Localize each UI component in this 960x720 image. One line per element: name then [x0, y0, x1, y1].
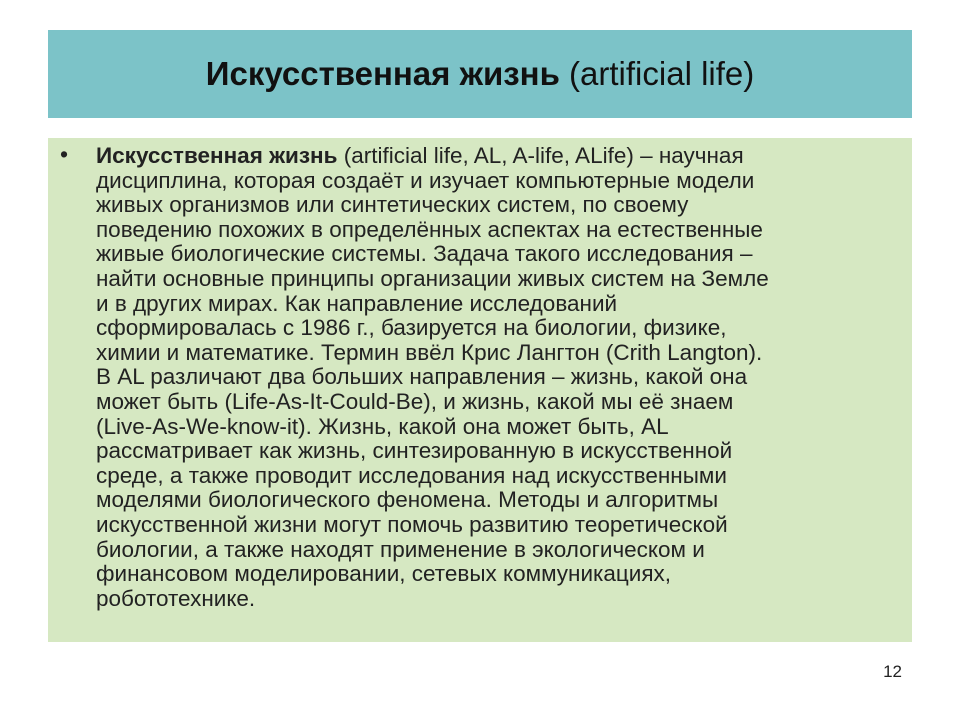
paragraph-line: рассматривает как жизнь, синтезированную в искусственной [96, 438, 733, 464]
paragraph-line: найти основные принципы организации живых систем на Земле [96, 265, 769, 291]
paragraph-line: моделями биологического феномена. Методы и алгоритмы [96, 487, 719, 513]
paragraph-line: искусственной жизни могут помочь развитию теоретической [96, 511, 728, 537]
paragraph-line: робототехнике. [96, 585, 256, 611]
paragraph-line: химии и математике. Термин ввёл Крис Лангтон (Crith Langton). [96, 339, 763, 365]
paragraph-line: может быть (Life-As-It-Could-Be), и жизнь, какой мы её знаем [96, 388, 734, 414]
definition-paragraph [96, 144, 900, 611]
slide-title-normal: (artificial life) [559, 55, 755, 92]
paragraph-line: дисциплина, которая создаёт и изучает компьютерные модели [96, 167, 755, 193]
slide-title [206, 55, 755, 93]
first-line-rest: (artificial life, AL, A-life, ALife) – научная [337, 143, 744, 168]
slide-title-bold: Искусственная жизнь [205, 55, 560, 92]
bullet-icon: • [60, 141, 69, 167]
paragraph-line: (Live-As-We-know-it). Жизнь, какой она может быть, AL [96, 413, 669, 439]
paragraph-line: среде, а также проводит исследования над искусственными [96, 462, 727, 488]
paragraph-line: биологии, а также находят применение в экологическом и [96, 536, 705, 562]
paragraph-line: сформировалась с 1986 г., базируется на биологии, физике, [96, 315, 727, 341]
paragraph-line: поведению похожих в определённых аспектах на естественные [96, 216, 763, 242]
title-band [48, 30, 912, 118]
slide-number: 12 [883, 662, 902, 681]
paragraph-line: В AL различают два больших направления – жизнь, какой она [96, 364, 748, 390]
paragraph-line: живых организмов или синтетических систем, по своему [96, 192, 689, 218]
paragraph-line: живые биологические системы. Задача такого исследования – [96, 241, 753, 267]
paragraph-line: и в других мирах. Как направление исследований [96, 290, 618, 316]
paragraph-line [96, 144, 900, 169]
paragraph-line: финансовом моделировании, сетевых коммуникациях, [96, 561, 672, 587]
content-box [48, 138, 912, 642]
term-bold: Искусственная жизнь [96, 143, 338, 168]
